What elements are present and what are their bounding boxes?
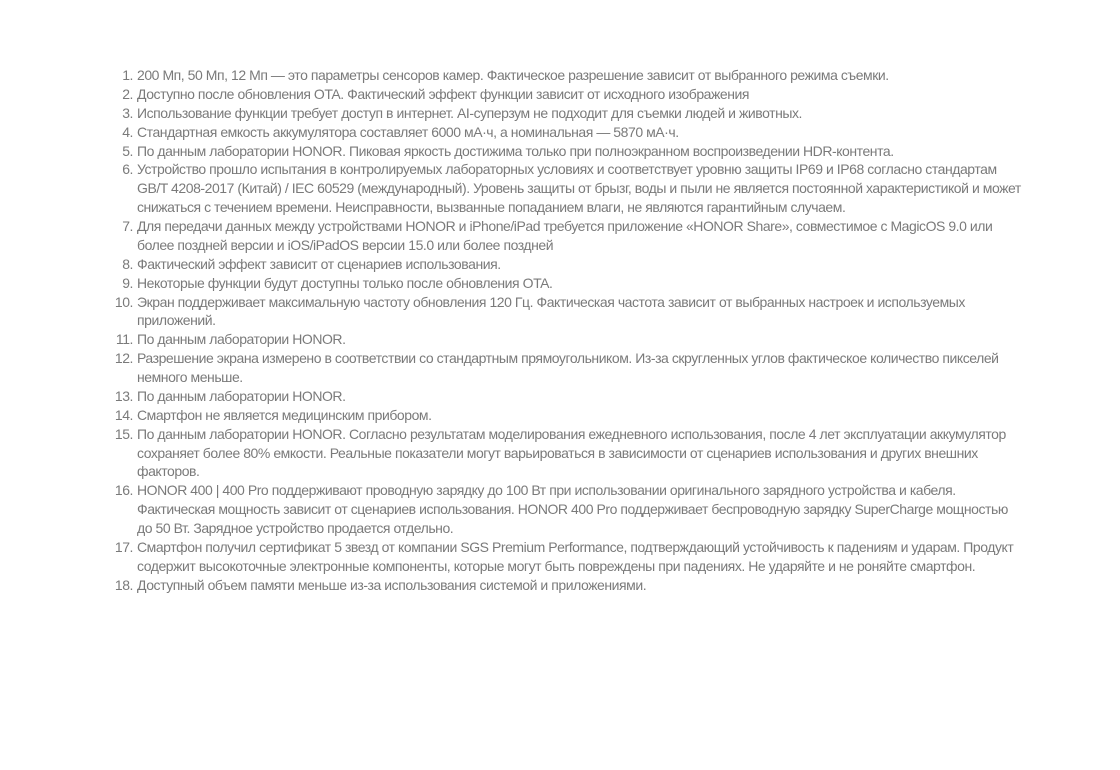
footnote-text: Фактический эффект зависит от сценариев использования.: [137, 255, 501, 272]
footnote-number: 7.: [122, 218, 133, 234]
footnote-text: Смартфон не является медицинским прибором.: [137, 406, 432, 423]
footnotes-list: [100, 66, 1025, 595]
footnote-text: Доступный объем памяти меньше из-за использования системой и приложениями.: [137, 576, 647, 593]
footnote-item: [100, 538, 1025, 576]
footnote-number: 10.: [114, 293, 133, 310]
footnote-item: [100, 406, 1025, 425]
footnote-number: 4.: [122, 123, 133, 140]
footnote-item: [100, 85, 1025, 104]
footnote-item: [100, 160, 1025, 217]
footnote-number: 18.: [114, 576, 133, 593]
footnote-item: [100, 123, 1025, 142]
footnote-item: [100, 481, 1025, 538]
footnote-number: 13.: [114, 387, 133, 404]
footnote-item: [100, 576, 1025, 595]
footnote-text: По данным лаборатории HONOR. Пиковая яркость достижима только при полноэкранном воспроизведении HDR-контента.: [137, 142, 894, 159]
footnote-item: [100, 425, 1025, 482]
footnote-number: 8.: [122, 255, 133, 272]
footnote-number: 17.: [114, 538, 133, 555]
footnote-item: [100, 142, 1025, 161]
footnote-item: [100, 255, 1025, 274]
footnote-number: 2.: [122, 85, 133, 102]
footnote-item: [100, 274, 1025, 293]
footnote-number: 14.: [114, 406, 133, 423]
footnote-number: 6.: [122, 161, 133, 178]
footnote-text: Некоторые функции будут доступны только после обновления OTA.: [137, 274, 553, 291]
footnote-item: [100, 217, 1025, 255]
footnote-item: [100, 66, 1025, 85]
footnote-item: [100, 293, 1025, 331]
footnote-text: Разрешение экрана измерено в соответствии со стандартным прямоугольником. Из-за скругленных углов фактическое количество пикселей немного меньше.: [137, 350, 999, 385]
footnote-text: 200 Мп, 50 Мп, 12 Мп — это параметры сенсоров камер. Фактическое разрешение зависит от выбранного режима съемки.: [137, 67, 889, 83]
footnote-number: 9.: [122, 274, 133, 291]
footnote-text: По данным лаборатории HONOR.: [137, 387, 346, 404]
footnote-item: [100, 349, 1025, 387]
footnote-number: 12.: [114, 350, 133, 367]
footnote-item: [100, 104, 1025, 123]
footnote-item: [100, 330, 1025, 349]
footnote-text: Экран поддерживает максимальную частоту обновления 120 Гц. Фактическая частота зависит от выбранных настроек и используемых приложений.: [137, 293, 965, 329]
footnote-number: 15.: [114, 425, 133, 442]
footnote-number: 11.: [115, 331, 133, 348]
footnote-text: Смартфон получил сертификат 5 звезд от компании SGS Premium Performance, подтверждающий устойчивость к падениям и ударам. Продукт содержит высокоточные электронные компоненты, которые могут быть повреждены при падениях. Не ударяйте и не роняйте смартфон.: [137, 538, 1014, 574]
footnote-text: Использование функции требует доступ в интернет. AI-суперзум не подходит для съемки людей и животных.: [137, 104, 802, 121]
footnote-number: 5.: [122, 142, 133, 159]
footnote-number: 16.: [114, 482, 133, 499]
footnote-number: 3.: [122, 104, 133, 121]
footnote-text: HONOR 400 | 400 Pro поддерживают проводную зарядку до 100 Вт при использовании оригинального зарядного устройства и кабеля. Фактическая мощность зависит от сценариев использования. HONOR 400 Pro поддерживает беспроводную зарядку SuperCharge мощностью до 50 Вт. Зарядное устройство продается отдельно.: [137, 482, 1008, 536]
footnote-text: Устройство прошло испытания в контролируемых лабораторных условиях и соответствует уровню защиты IP69 и IP68 согласно стандартам GB/T 4208-2017 (Китай) / IEC 60529 (международный). Уровень защиты от брызг, воды и пыли не является постоянной характеристикой и может снижаться с течением времени. Неисправности, вызванные попаданием влаги, не являются гарантийным случаем.: [137, 161, 1021, 216]
footnote-number: 1.: [122, 67, 133, 83]
footnote-text: Доступно после обновления OTA. Фактический эффект функции зависит от исходного изображения: [137, 85, 750, 102]
footnote-text: Стандартная емкость аккумулятора составляет 6000 мА·ч, а номинальная — 5870 мА·ч.: [137, 123, 679, 140]
footnote-text: Для передачи данных между устройствами HONOR и iPhone/iPad требуется приложение «HONOR Share», совместимое с MagicOS 9.0 или более поздней версии и iOS/iPadOS версии 15.0 или более поздней: [137, 218, 993, 253]
footnote-text: По данным лаборатории HONOR. Согласно результатам моделирования ежедневного использования, после 4 лет эксплуатации аккумулятор сохраняет более 80% емкости. Реальные показатели могут варьироваться в зависимости от сценариев использования и других внешних факторов.: [137, 425, 1006, 480]
footnote-item: [100, 387, 1025, 406]
footnote-text: По данным лаборатории HONOR.: [137, 331, 346, 348]
